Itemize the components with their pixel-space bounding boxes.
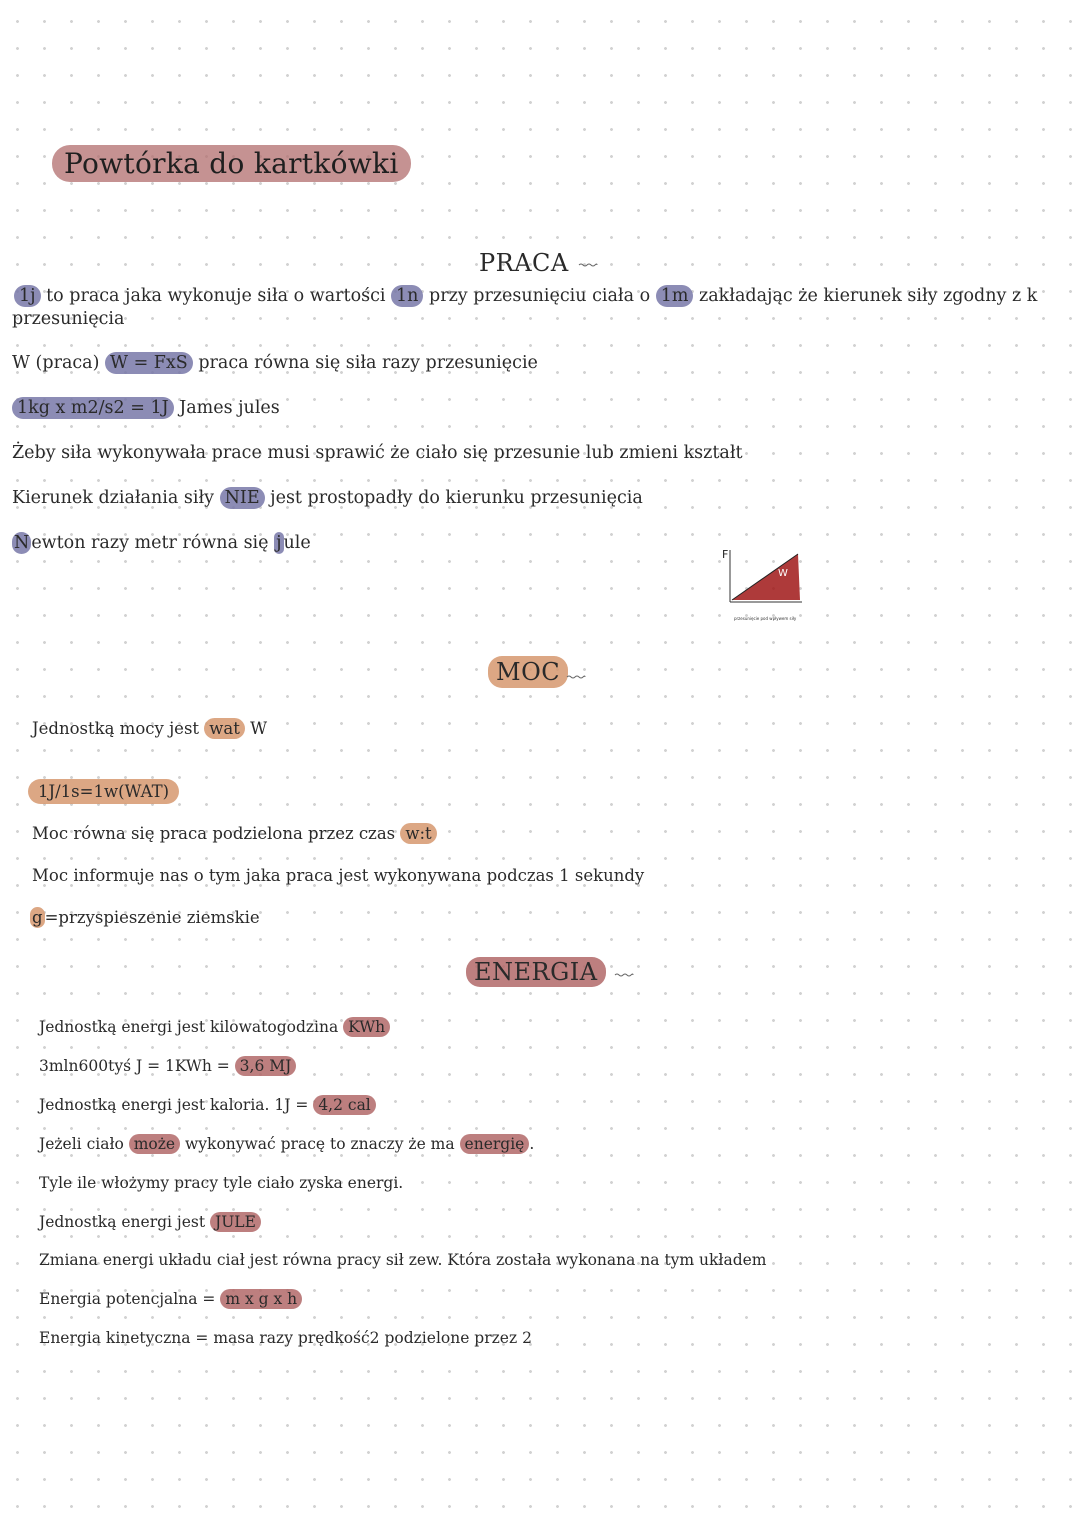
energia-line-4 bbox=[39, 1135, 534, 1153]
text: James jules bbox=[173, 398, 280, 418]
highlight-wt: w:t bbox=[400, 823, 436, 844]
text: W (praca) bbox=[12, 353, 106, 373]
highlight-1n: 1n bbox=[391, 285, 423, 307]
energia-line-7 bbox=[39, 1251, 767, 1269]
highlight-mgh: m x g x h bbox=[220, 1289, 302, 1309]
sketch-label-bottom: przesunięcie pod wpływem siły bbox=[734, 616, 797, 621]
energia-line-5 bbox=[39, 1174, 403, 1192]
text: Tyle ile włożymy pracy tyle ciało zyska energi. bbox=[39, 1174, 404, 1192]
squiggle-icon bbox=[566, 674, 586, 680]
text: Moc równa się praca podzielona przez czas bbox=[32, 824, 401, 843]
text: Kierunek działania siły bbox=[12, 488, 220, 508]
praca-line-3 bbox=[12, 353, 538, 373]
squiggle-icon bbox=[578, 262, 598, 268]
work-graph-sketch bbox=[716, 544, 828, 626]
highlight-j: j bbox=[276, 533, 282, 553]
energia-line-9 bbox=[39, 1329, 532, 1347]
highlight-1m: 1m bbox=[656, 285, 694, 307]
energia-line-2 bbox=[39, 1057, 296, 1075]
energia-line-1 bbox=[39, 1018, 390, 1036]
highlight-nie: NIE bbox=[220, 487, 265, 509]
highlight-n: N bbox=[14, 533, 30, 553]
text: przesunięcia bbox=[12, 309, 125, 329]
text: przy przesunięciu ciała o bbox=[423, 286, 656, 306]
energia-line-6 bbox=[39, 1213, 261, 1231]
text: Zmiana energi układu ciał jest równa pracy sił zew. Która została wykonana na tym układem bbox=[39, 1251, 767, 1269]
text: Energia potencjalna = bbox=[39, 1290, 221, 1308]
text: Jednostką mocy jest bbox=[32, 719, 205, 738]
text: jest prostopadły do kierunku przesunięcia bbox=[264, 488, 643, 508]
highlight-moze: może bbox=[129, 1134, 180, 1154]
sketch-label-w: W bbox=[778, 568, 788, 579]
text: Energia kinetyczna = masa razy prędkość2 podzielone przez 2 bbox=[39, 1329, 532, 1347]
section-heading-praca: PRACA bbox=[479, 249, 569, 277]
highlight-unit: 1kg x m2/s2 = 1J bbox=[12, 397, 174, 419]
text: 3mln600tyś J = 1KWh = bbox=[39, 1057, 235, 1075]
sketch-label-f: F bbox=[722, 548, 729, 561]
moc-line-5 bbox=[30, 908, 260, 927]
text: =przyspieszenie ziemskie bbox=[44, 908, 260, 927]
squiggle-icon bbox=[614, 972, 634, 978]
praca-line-4 bbox=[12, 398, 280, 418]
moc-heading-highlight: MOC bbox=[488, 656, 568, 688]
text: Jednostką energi jest kilowatogodzina bbox=[39, 1018, 344, 1036]
highlight-wat: wat bbox=[204, 718, 245, 739]
text: W bbox=[244, 719, 268, 738]
highlight-kwh: KWh bbox=[343, 1017, 390, 1037]
highlight-wat-formula: 1J/1s=1w(WAT) bbox=[28, 779, 179, 804]
text: . bbox=[529, 1135, 535, 1153]
highlight-1j: 1j bbox=[14, 285, 41, 307]
praca-line-6 bbox=[12, 488, 643, 508]
moc-line-2 bbox=[28, 782, 179, 801]
energia-heading-highlight: ENERGIA bbox=[466, 957, 606, 987]
praca-line-5 bbox=[12, 443, 743, 463]
highlight-formula: W = FxS bbox=[105, 352, 193, 374]
section-heading-moc bbox=[488, 658, 568, 686]
praca-line-1 bbox=[14, 286, 1037, 306]
text: Moc informuje nas o tym jaka praca jest wykonywana podczas 1 sekundy bbox=[32, 866, 645, 885]
highlight-mj: 3,6 MJ bbox=[235, 1056, 297, 1076]
text: praca równa się siła razy przesunięcie bbox=[192, 353, 538, 373]
text: Żeby siła wykonywała prace musi sprawić że ciało się przesunie lub zmieni kształt bbox=[12, 443, 743, 463]
moc-line-1 bbox=[32, 719, 267, 738]
highlight-cal: 4,2 cal bbox=[313, 1095, 375, 1115]
moc-line-3 bbox=[32, 824, 437, 843]
text: wykonywać pracę to znaczy że ma bbox=[180, 1135, 460, 1153]
energia-line-3 bbox=[39, 1096, 376, 1114]
section-heading-energia bbox=[466, 958, 606, 986]
title-highlight: Powtórka do kartkówki bbox=[52, 145, 411, 182]
text: zakładając że kierunek siły zgodny z k bbox=[693, 286, 1038, 306]
text: Jednostką energi jest kaloria. 1J = bbox=[39, 1096, 314, 1114]
text: ewton razy metr równa się bbox=[31, 533, 275, 553]
text: Jeżeli ciało bbox=[39, 1135, 129, 1153]
praca-line-2 bbox=[12, 309, 124, 329]
praca-line-7 bbox=[12, 533, 311, 553]
energia-line-8 bbox=[39, 1290, 302, 1308]
text: to praca jaka wykonuje siła o wartości bbox=[40, 286, 392, 306]
text: ule bbox=[283, 533, 311, 553]
highlight-g: g bbox=[32, 908, 43, 927]
moc-line-4 bbox=[32, 866, 644, 885]
highlight-jule: JULE bbox=[210, 1212, 261, 1232]
text: Jednostką energi jest bbox=[39, 1213, 210, 1231]
highlight-energie: energię bbox=[460, 1134, 530, 1154]
page-title bbox=[52, 147, 411, 180]
